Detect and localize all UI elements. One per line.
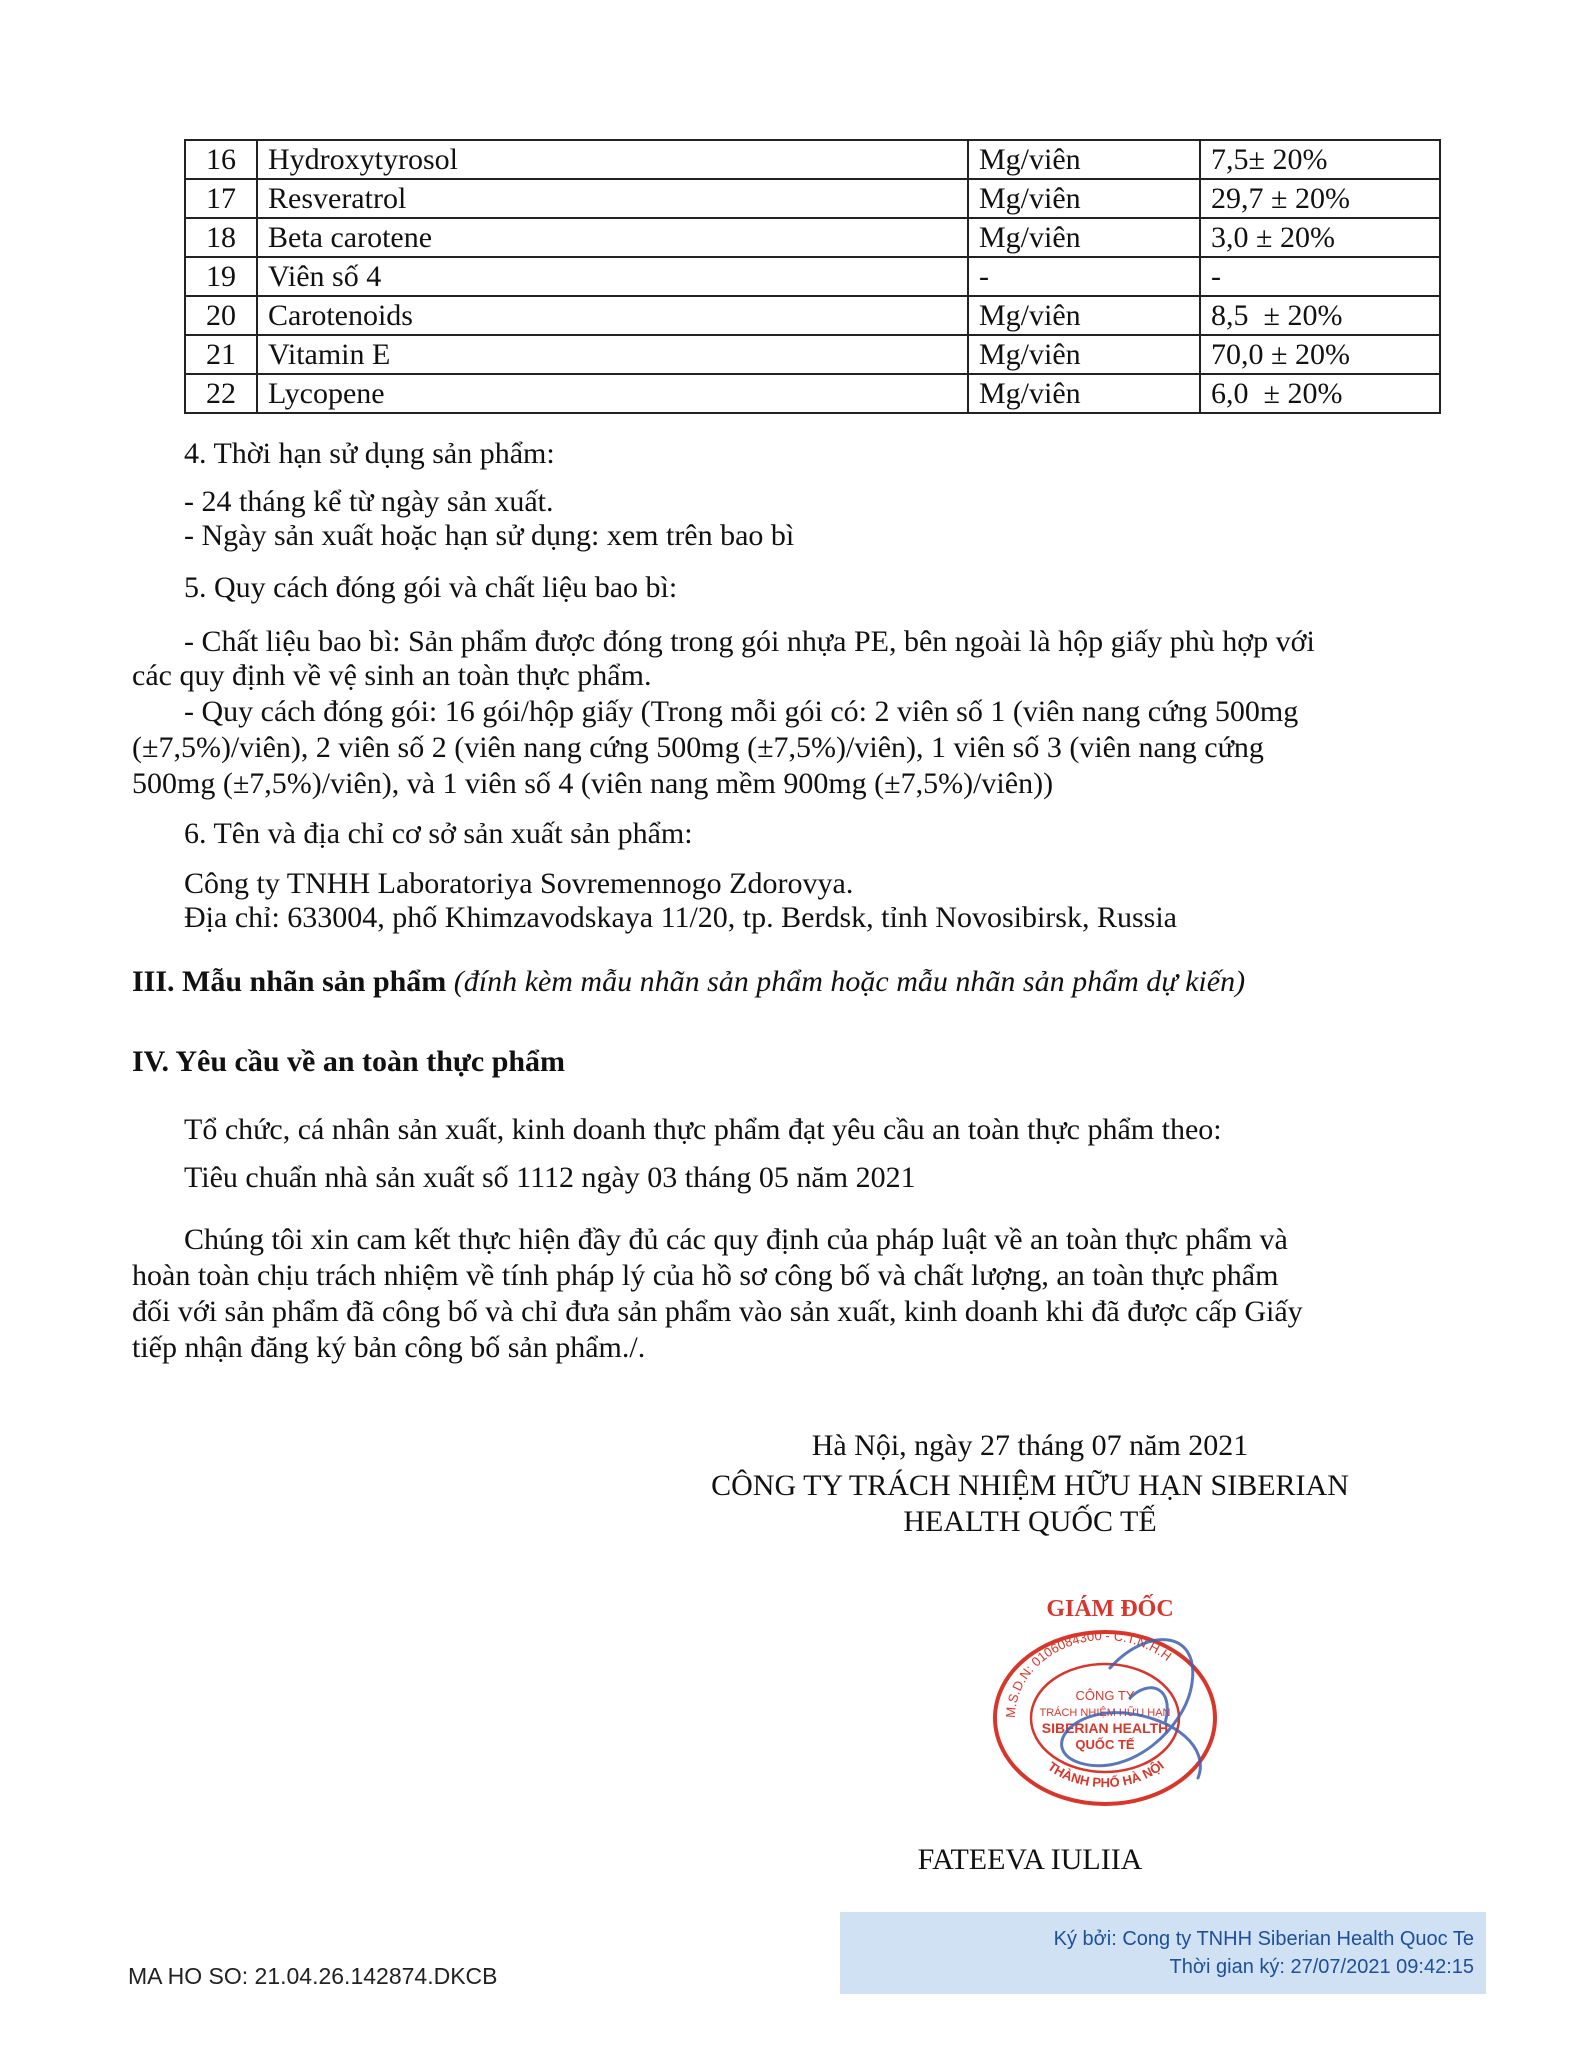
section-5-heading: 5. Quy cách đóng gói và chất liệu bao bì:: [184, 571, 678, 604]
signing-date: Hà Nội, ngày 27 tháng 07 năm 2021: [811, 1429, 1249, 1462]
manufacturer-name: Công ty TNHH Laboratoriya Sovremennogo Zdorovya.: [184, 867, 854, 900]
ingredient-unit: Mg/viên: [968, 374, 1200, 413]
ingredient-name: Resveratrol: [257, 179, 968, 218]
stamp-ring-bottom-text: THÀNH PHỐ HÀ NỘI: [1045, 1757, 1167, 1791]
table-row: [185, 218, 1440, 257]
ingredient-value: 29,7 ± 20%: [1200, 179, 1440, 218]
digital-signature-box: [840, 1912, 1486, 1994]
packaging-material-line-1: - Chất liệu bao bì: Sản phẩm được đóng trong gói nhựa PE, bên ngoài là hộp giấy phù hợp với: [184, 625, 1315, 658]
ingredient-name: Vitamin E: [257, 335, 968, 374]
ingredient-name: Beta carotene: [257, 218, 968, 257]
packaging-spec-line-3: 500mg (±7,5%)/viên), và 1 viên số 4 (viên nang mềm 900mg (±7,5%)/viên)): [132, 767, 1054, 800]
table-row: [185, 296, 1440, 335]
safety-requirement-line: Tổ chức, cá nhân sản xuất, kinh doanh thực phẩm đạt yêu cầu an toàn thực phẩm theo:: [184, 1113, 1222, 1146]
ingredient-unit: Mg/viên: [968, 140, 1200, 179]
ingredient-unit: Mg/viên: [968, 296, 1200, 335]
row-number: 18: [185, 218, 257, 257]
company-name-line-2: HEALTH QUỐC TẾ: [903, 1505, 1157, 1538]
packaging-spec-line-1: - Quy cách đóng gói: 16 gói/hộp giấy (Trong mỗi gói có: 2 viên số 1 (viên nang cứng 500mg: [184, 695, 1299, 728]
ingredient-unit: -: [968, 257, 1200, 296]
company-name-line-1: CÔNG TY TRÁCH NHIỆM HỮU HẠN SIBERIAN: [711, 1469, 1349, 1502]
section-iii-note: (đính kèm mẫu nhãn sản phẩm hoặc mẫu nhãn sản phẩm dự kiến): [453, 965, 1246, 998]
section-6-heading: 6. Tên và địa chỉ cơ sở sản xuất sản phẩm:: [184, 817, 693, 850]
ingredient-name: Viên số 4: [257, 257, 968, 296]
packaging-spec-line-2: (±7,5%)/viên), 2 viên số 2 (viên nang cứng 500mg (±7,5%)/viên), 1 viên số 3 (viên nang cứng: [132, 731, 1264, 764]
ingredient-name: Hydroxytyrosol: [257, 140, 968, 179]
ingredient-name: Lycopene: [257, 374, 968, 413]
ingredient-table: [184, 139, 1441, 414]
shelf-life-line: - 24 tháng kể từ ngày sản xuất.: [184, 485, 554, 518]
stamp-center-line-1: CÔNG TY: [1075, 1688, 1135, 1703]
file-number: MA HO SO: 21.04.26.142874.DKCB: [128, 1963, 498, 1989]
section-iii-heading: [132, 964, 1245, 1000]
ingredient-value: 3,0 ± 20%: [1200, 218, 1440, 257]
commitment-line-1: Chúng tôi xin cam kết thực hiện đầy đủ các quy định của pháp luật về an toàn thực phẩm và: [184, 1223, 1288, 1256]
row-number: 16: [185, 140, 257, 179]
ingredient-value: 8,5 ± 20%: [1200, 296, 1440, 335]
stamp-title: GIÁM ĐỐC: [1046, 1596, 1174, 1622]
stamp-ring-top-text: M.S.D.N: 0106084300 - C.T.N.H.H: [1002, 1627, 1175, 1719]
table-row: [185, 140, 1440, 179]
commitment-line-4: tiếp nhận đăng ký bản công bố sản phẩm./.: [132, 1331, 646, 1364]
manufacturer-address: Địa chỉ: 633004, phố Khimzavodskaya 11/20, tp. Berdsk, tỉnh Novosibirsk, Russia: [184, 901, 1177, 934]
row-number: 19: [185, 257, 257, 296]
company-seal-stamp: [960, 1588, 1250, 1808]
commitment-line-3: đối với sản phẩm đã công bố và chỉ đưa sản phẩm vào sản xuất, kinh doanh khi đã được cấp Giấy: [132, 1295, 1303, 1328]
section-iv-heading: IV. Yêu cầu về an toàn thực phẩm: [132, 1045, 566, 1078]
table-row: [185, 257, 1440, 296]
ingredient-unit: Mg/viên: [968, 179, 1200, 218]
ingredient-unit: Mg/viên: [968, 218, 1200, 257]
digital-signer: Ký bởi: Cong ty TNHH Siberian Health Quoc Te: [1053, 1928, 1474, 1950]
packaging-material-line-2: các quy định về vệ sinh an toàn thực phẩm.: [132, 659, 652, 692]
table-row: [185, 335, 1440, 374]
standard-reference: Tiêu chuẩn nhà sản xuất số 1112 ngày 03 tháng 05 năm 2021: [184, 1161, 916, 1194]
stamp-center-line-2: TRÁCH NHIỆM HỮU HẠN: [1039, 1707, 1171, 1719]
row-number: 20: [185, 296, 257, 335]
row-number: 17: [185, 179, 257, 218]
digital-sign-time: Thời gian ký: 27/07/2021 09:42:15: [1169, 1956, 1474, 1978]
row-number: 22: [185, 374, 257, 413]
ingredient-value: 7,5± 20%: [1200, 140, 1440, 179]
ingredient-value: -: [1200, 257, 1440, 296]
row-number: 21: [185, 335, 257, 374]
stamp-center-line-4: QUỐC TẾ: [1075, 1737, 1135, 1752]
ingredient-unit: Mg/viên: [968, 335, 1200, 374]
table-row: [185, 374, 1440, 413]
section-iii-title: III. Mẫu nhãn sản phẩm: [132, 965, 454, 998]
commitment-line-2: hoàn toàn chịu trách nhiệm về tính pháp lý của hồ sơ công bố và chất lượng, an toàn thực phẩm: [132, 1259, 1279, 1292]
ingredient-value: 6,0 ± 20%: [1200, 374, 1440, 413]
signer-name: FATEEVA IULIIA: [917, 1843, 1143, 1876]
section-4-heading: 4. Thời hạn sử dụng sản phẩm:: [184, 437, 555, 470]
ingredient-name: Carotenoids: [257, 296, 968, 335]
stamp-center-line-3: SIBERIAN HEALTH: [1041, 1720, 1169, 1736]
ingredient-value: 70,0 ± 20%: [1200, 335, 1440, 374]
table-row: [185, 179, 1440, 218]
production-date-line: - Ngày sản xuất hoặc hạn sử dụng: xem trên bao bì: [184, 519, 795, 552]
